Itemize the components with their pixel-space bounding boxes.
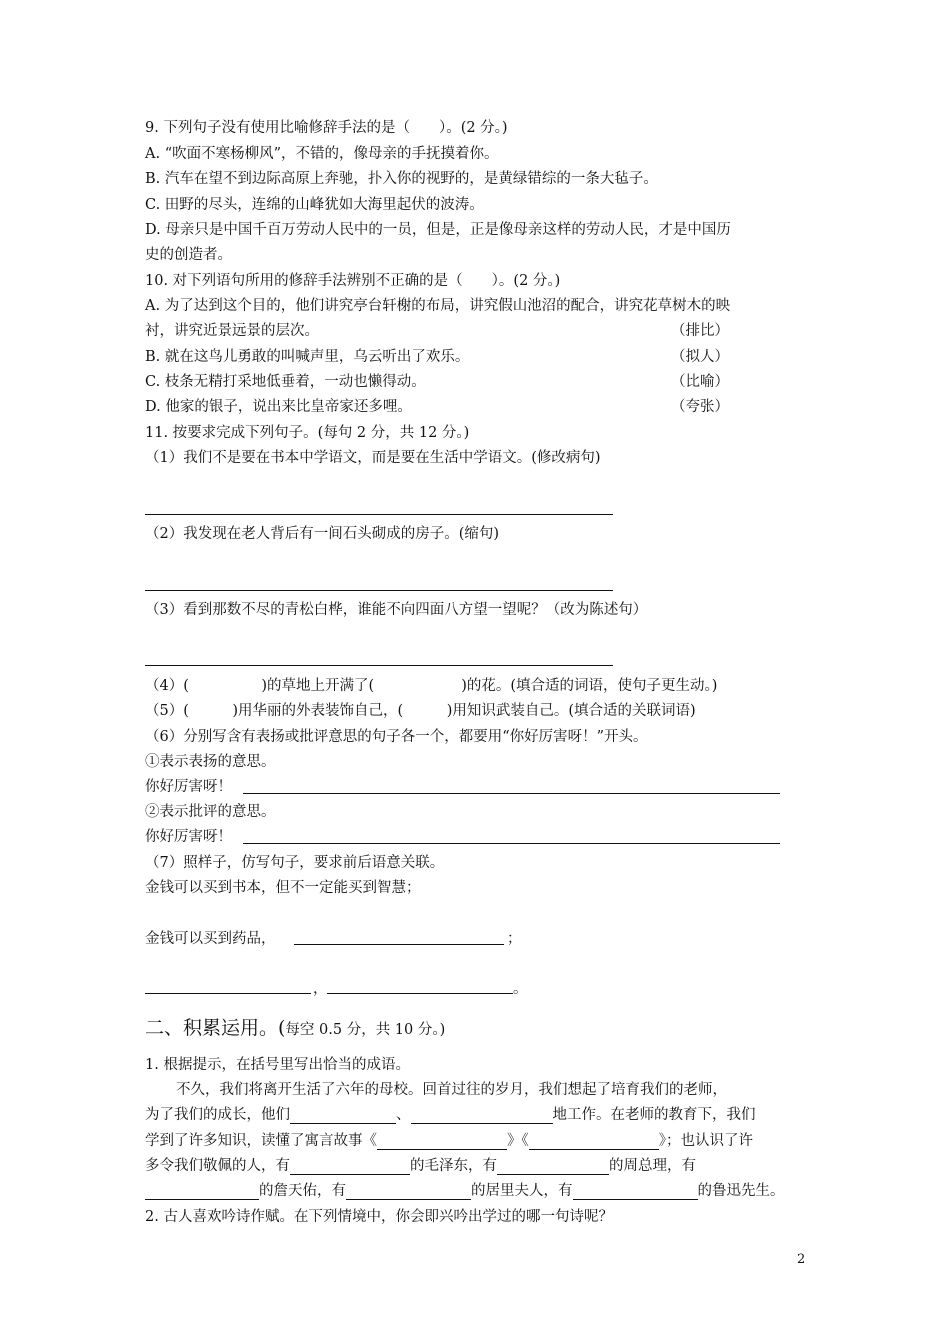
imitation-blank-2[interactable] xyxy=(145,993,311,994)
idiom-blank-mao[interactable] xyxy=(290,1159,410,1175)
q10-stem: 10. 对下列语句所用的修辞手法辨别不正确的是（ ）。(2 分。) xyxy=(145,273,561,289)
q9-option-a: A. “吹面不寒杨柳风”，不错的，像母亲的手抚摸着你。 xyxy=(145,146,499,162)
s2q1-para-line3 xyxy=(145,1132,753,1150)
imitation-prompt: 金钱可以买到药品， xyxy=(145,931,276,947)
line5-text-c: 的鲁迅先生。 xyxy=(697,1183,785,1199)
imitation-blank-1[interactable] xyxy=(294,944,504,945)
line5-text-a: 的詹天佑，有 xyxy=(259,1183,346,1199)
line4-text-c: 的周总理，有 xyxy=(609,1158,696,1174)
criticize-lead: 你好厉害呀！ xyxy=(145,829,232,845)
answer-line-3[interactable] xyxy=(145,665,613,666)
q10-option-a-line1: A. 为了达到这个目的，他们讲究亭台轩榭的布局，讲究假山池沼的配合，讲究花草树木的映 xyxy=(145,298,731,314)
line3-text-c: 》；也认识了许 xyxy=(658,1133,753,1149)
q11-sub3: （3）看到那数不尽的青松白桦，谁能不向四面八方望一望呢？（改为陈述句） xyxy=(145,602,648,618)
q9-option-d-line2: 史的创造者。 xyxy=(145,247,232,263)
criticize-answer-line[interactable] xyxy=(243,843,780,844)
s2q1-para-line1: 不久，我们将离开生活了六年的母校。回首过往的岁月，我们想起了培育我们的老师， xyxy=(176,1082,727,1098)
criticize-label: ②表示批评的意思。 xyxy=(145,804,276,820)
q11-stem: 11. 按要求完成下列句子。(每句 2 分，共 12 分。) xyxy=(145,425,470,441)
section-2-note: 每空 0.5 分，共 10 分。) xyxy=(285,1022,446,1038)
s2q1-para-line4 xyxy=(145,1157,696,1175)
q10-option-a-line2: 衬，讲究近景远景的层次。 xyxy=(145,323,319,339)
fable-blank-2[interactable] xyxy=(529,1134,659,1150)
line2-text-b: 、 xyxy=(396,1107,411,1123)
praise-label: ①表示表扬的意思。 xyxy=(145,754,276,770)
q11-sub2: （2）我发现在老人背后有一间石头砌成的房子。(缩句) xyxy=(145,526,500,542)
line4-text-a: 多令我们敬佩的人，有 xyxy=(145,1158,290,1174)
q11-sub1: （1）我们不是要在书本中学语文，而是要在生活中学语文。(修改病句) xyxy=(145,450,601,466)
s2q1-stem: 1. 根据提示，在括号里写出恰当的成语。 xyxy=(145,1057,410,1073)
q10-option-c: C. 枝条无精打采地低垂着，一动也懒得动。 xyxy=(145,374,426,390)
imitation-comma: ， xyxy=(313,981,328,997)
q11-sub5: （5）( )用华丽的外表装饰自己，( )用知识武装自己。(填合适的关联词语) xyxy=(145,703,696,719)
q10-option-d-tag: （夸张） xyxy=(671,399,729,415)
page-number: 2 xyxy=(797,1252,806,1267)
idiom-blank-curie[interactable] xyxy=(346,1184,471,1200)
imitation-blank-3[interactable] xyxy=(327,993,513,994)
q9-stem: 9. 下列句子没有使用比喻修辞手法的是（ ）。(2 分。) xyxy=(145,120,508,136)
imitation-period: 。 xyxy=(513,981,528,997)
praise-answer-line[interactable] xyxy=(243,793,780,794)
q10-option-d: D. 他家的银子，说出来比皇帝家还多哩。 xyxy=(145,399,412,415)
praise-lead: 你好厉害呀！ xyxy=(145,779,232,795)
q9-option-c: C. 田野的尽头，连绵的山峰犹如大海里起伏的波涛。 xyxy=(145,197,484,213)
idiom-blank-1[interactable] xyxy=(290,1108,396,1124)
line3-text-a: 学到了许多知识，读懂了寓言故事《 xyxy=(145,1133,377,1149)
line5-text-b: 的居里夫人，有 xyxy=(471,1183,573,1199)
answer-line-1[interactable] xyxy=(145,514,613,515)
fable-blank-1[interactable] xyxy=(377,1134,507,1150)
q10-option-a-tag: （排比） xyxy=(671,323,729,339)
q11-sub6: （6）分别写含有表扬或批评意思的句子各一个，都要用“你好厉害呀！”开头。 xyxy=(145,729,648,745)
line2-text-a: 为了我们的成长，他们 xyxy=(145,1107,290,1123)
q10-option-c-tag: （比喻） xyxy=(671,374,729,390)
idiom-blank-zhou[interactable] xyxy=(497,1159,609,1175)
section-2-title: 二、积累运用。( xyxy=(145,1017,286,1039)
q9-option-d-line1: D. 母亲只是中国千百万劳动人民中的一员，但是，正是像母亲这样的劳动人民，才是中国历 xyxy=(145,222,731,238)
section-2-heading xyxy=(145,1013,445,1040)
imitation-example: 金钱可以买到书本，但不一定能买到智慧； xyxy=(145,880,421,896)
line2-text-c: 地工作。在老师的教育下，我们 xyxy=(552,1107,756,1123)
idiom-blank-zhan[interactable] xyxy=(145,1184,259,1200)
line3-text-b: 》《 xyxy=(507,1133,529,1149)
q10-option-b-tag: （拟人） xyxy=(671,349,729,365)
idiom-blank-luxun[interactable] xyxy=(573,1184,698,1200)
q11-sub7: （7）照样子，仿写句子，要求前后语意关联。 xyxy=(145,855,445,871)
q9-option-b: B. 汽车在望不到边际高原上奔驰，扑入你的视野的，是黄绿错综的一条大毡子。 xyxy=(145,171,658,187)
s2q1-para-line5 xyxy=(145,1182,785,1200)
imitation-semicolon: ； xyxy=(507,931,522,947)
q10-option-b: B. 就在这鸟儿勇敢的叫喊声里，乌云听出了欢乐。 xyxy=(145,349,470,365)
q11-sub4: （4）( )的草地上开满了( )的花。(填合适的词语，使句子更生动。) xyxy=(145,678,718,694)
s2q2-stem: 2. 古人喜欢吟诗作赋。在下列情境中，你会即兴吟出学过的哪一句诗呢？ xyxy=(145,1209,613,1225)
answer-line-2[interactable] xyxy=(145,590,613,591)
line4-text-b: 的毛泽东，有 xyxy=(410,1158,497,1174)
s2q1-para-line2 xyxy=(145,1106,756,1124)
idiom-blank-2[interactable] xyxy=(411,1108,553,1124)
